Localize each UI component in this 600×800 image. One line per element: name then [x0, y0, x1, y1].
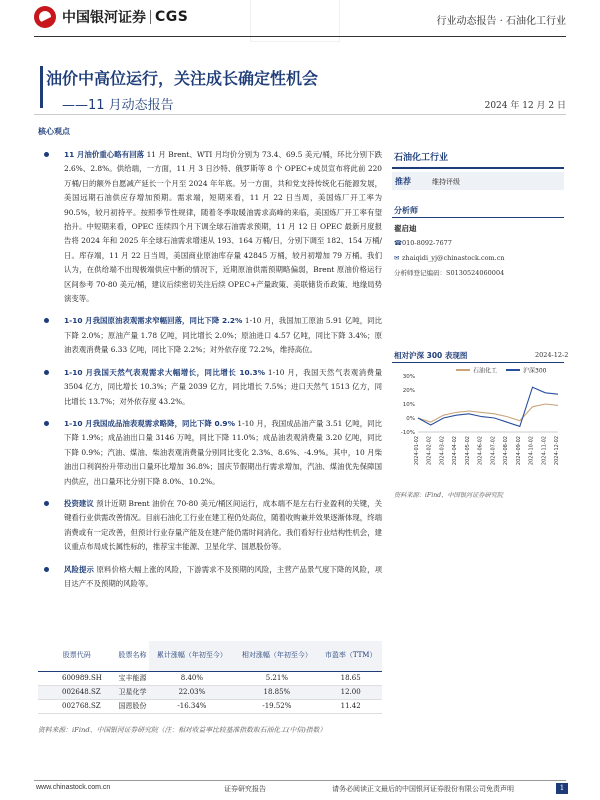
paragraph-natural-gas: [38, 366, 382, 409]
analyst-divider: [392, 217, 564, 218]
y-tick-label: -10%: [400, 430, 415, 436]
col-header-cum-return: 累计涨幅（年初至今）: [149, 641, 234, 671]
top-bar: [0, 0, 600, 40]
analyst-registration: 分析师登记编码：S0130524060004: [394, 269, 505, 277]
x-tick-label: 2024-12-02: [554, 436, 560, 466]
bullet-icon: [44, 567, 49, 572]
x-tick-label: 2024-01-02: [414, 436, 420, 466]
x-tick-label: 2024-08-02: [503, 436, 510, 466]
paragraph-text: 1-10 月，我国天然气表观消费量 3504 亿方，同比增长 10.3%；产量 2039 亿方，同比增长 7.5%；进口天然气 1513 亿方，同比增长 13.7%；对外依存度 43.2%。: [64, 367, 382, 406]
paragraph-text: 11 月 Brent、WTI 月均价分别为 73.4、69.5 美元/桶，环比分别下跌 2.6%、2.8%。供给端，一方面，11 月 3 日沙特、俄罗斯等 8 个 OPEC+成员宣布将此前 220 万桶/日的额外自愿减产延长一个月至 2024 年年底。另一方面，共和党支持传统化石能源发展，美国远期石油供应存增加预期。需求端，短期来看，11 月 22 日当周，美国炼厂开工率为 90.5%，较月初持平。按照季节性规律，随着冬季取暖油需求高峰的来临，美国炼厂开工率有望抬升。中短期来看，OPEC 连续四个月下调全球石油需求预期，11 月 12 日 OPEC 最新月度报告将 2024 年和 2025 年全球石油需求增速从 193、164 万桶/日，分别下调至 182、154 万桶/日。库存端，11 月 22 日当周，美国商业原油库存量 42845 万桶，较月初增加 79 万桶。我们认为，在供给端不出现极端供应中断的情况下，近期原油供需预期略偏弱，Brent 原油价格运行区间参考 70-80 美元/桶，建议后续密切关注后续 OPEC+产量政策、美联储货币政策、地缘局势演变等。: [64, 150, 383, 304]
brand-name-cn: 中国银河证券: [62, 10, 146, 26]
paragraph-lead: 风险提示: [64, 564, 95, 574]
chart-source-note: 资料来源：iFind、中国银河证券研究院: [394, 492, 504, 499]
paragraph-lead: 1-10 月我国成品油表观需求略降，同比下降 0.9%: [64, 418, 235, 428]
x-tick-label: 2024-03-02: [439, 436, 446, 466]
cell-code: 002768.SZ: [38, 699, 115, 713]
stock-table: [38, 641, 382, 714]
analyst-header: 分析师: [394, 206, 418, 215]
paragraph-investment-advice: [38, 497, 382, 555]
analyst-phone-text: 010-8092-7677: [402, 239, 452, 247]
legend-label: 沪深300: [523, 367, 547, 375]
paragraph-crude-demand: [38, 314, 382, 357]
col-header-rel-return: 相对涨幅（年初至今）: [234, 641, 319, 671]
col-header-name: 股票名称: [115, 641, 149, 671]
y-tick-label: 0%: [406, 416, 415, 422]
paragraph-oil-price: [38, 148, 382, 306]
x-tick-label: 2024-09-02: [515, 436, 522, 466]
cell-cum-return: 8.40%: [149, 671, 234, 685]
paragraph-refined-oil: [38, 417, 382, 489]
analyst-email-text: zhaiqidi_yj@chinastock.com.cn: [402, 254, 505, 262]
cell-code: 002648.SZ: [38, 685, 115, 699]
report-type: 行业动态报告 · 石油化工行业: [436, 16, 566, 27]
bullet-icon: [44, 152, 49, 157]
cell-cum-return: 22.03%: [149, 685, 234, 699]
brand-logo: [34, 6, 188, 28]
header-divider: [34, 36, 566, 37]
y-tick-label: 30%: [402, 374, 415, 380]
analyst-email[interactable]: [394, 254, 505, 262]
x-tick-label: 2024-05-02: [464, 436, 471, 466]
series-line-csi300: [418, 387, 558, 426]
paragraph-text: 1-10 月，我国加工原油 5.91 亿吨，同比下降 2.0%；原油产量 1.78 亿吨，同比增长 2.0%；原油进口 4.57 亿吨，同比下降 3.4%；原油表观消费量 6.33 亿吨，同比下降 2.2%；对外依存度 72.2%，维持高位。: [64, 316, 383, 355]
x-tick-label: 2024-02-02: [426, 436, 433, 466]
footer-doc-type: 证券研究报告: [224, 785, 266, 793]
chart-date: 2024-12-2: [535, 351, 569, 359]
main-content: [38, 148, 382, 591]
brand-logo-icon: [34, 6, 56, 28]
legend-label: 石油化工: [473, 367, 498, 375]
x-tick-label: 2024-07-02: [490, 436, 497, 466]
cell-pe: 12.00: [319, 685, 382, 699]
report-title: 油价中高位运行，关注成长确定性机会: [46, 69, 319, 88]
cell-name: 卫星化学: [115, 685, 149, 699]
cell-code: 600989.SH: [38, 671, 115, 685]
footer-disclaimer: 请务必阅读正文最后的中国银河证券股份有限公司免责声明: [332, 785, 514, 793]
cell-rel-return: 5.21%: [234, 671, 319, 685]
table-header-row: [38, 641, 382, 671]
x-tick-label: 2024-06-02: [477, 436, 484, 466]
footer-divider: [34, 780, 566, 781]
core-views-label: 核心观点: [38, 127, 70, 136]
table-row: [38, 671, 382, 685]
logo-divider: [150, 10, 151, 24]
paragraph-lead: 1-10 月我国原油表观需求窄幅回落，同比下降 2.2%: [64, 316, 243, 326]
table-source-note: 资料来源：iFind、中国银河证券研究院（注：相对收益率比较基准指数取石油化工(中信)指数）: [38, 726, 327, 734]
performance-chart: [392, 364, 564, 482]
cell-pe: 11.42: [319, 699, 382, 713]
rating-label: 推荐: [395, 177, 411, 186]
paragraph-text: 原料价格大幅上涨的风险，下游需求不及预期的风险，主营产品景气度下降的风险，项目达产不及预期的风险等。: [64, 564, 382, 588]
brand-name-en: CGS: [155, 9, 189, 25]
x-tick-label: 2024-11-02: [541, 436, 548, 466]
report-subtitle: ——11 月动态报告: [62, 98, 174, 113]
table-row: [38, 685, 382, 699]
cell-rel-return: -19.52%: [234, 699, 319, 713]
analyst-phone: [394, 239, 452, 247]
y-tick-label: 10%: [402, 402, 415, 408]
y-tick-label: 20%: [402, 388, 415, 394]
cell-name: 宝丰能源: [115, 671, 149, 685]
cell-name: 国恩股份: [115, 699, 149, 713]
paragraph-lead: 1-10 月我国天然气表观需求大幅增长，同比增长 10.3%: [64, 367, 265, 377]
series-line-petrochemical: [418, 404, 558, 422]
col-header-code: 股票代码: [38, 641, 115, 671]
title-divider: [34, 114, 566, 115]
paragraph-lead: 投资建议: [64, 498, 94, 508]
paragraph-risk: [38, 563, 382, 592]
rating-value: 维持评级: [432, 178, 460, 186]
table-row: [38, 699, 382, 713]
report-date: 2024 年 12 月 2 日: [484, 101, 566, 111]
col-header-pe: 市盈率（TTM）: [319, 641, 382, 671]
sidebar-industry: 石油化工行业: [394, 153, 449, 163]
analyst-name: 翟启迪: [394, 224, 417, 233]
cell-cum-return: -16.34%: [149, 699, 234, 713]
page-number: 1: [556, 783, 568, 794]
bullet-icon: [44, 318, 49, 323]
x-tick-label: 2024-10-02: [528, 436, 535, 466]
bullet-icon: [44, 421, 49, 426]
chart-divider: [392, 362, 564, 363]
rating-box: [392, 172, 564, 190]
footer-website[interactable]: www.chinastock.com.cn: [36, 784, 111, 791]
paragraph-lead: 11 月油价重心略有回落: [64, 150, 145, 159]
mail-icon: ✉: [394, 254, 400, 262]
title-accent-bar: [40, 66, 43, 108]
chart-title: 相对沪深 300 表现图: [394, 351, 468, 360]
cell-pe: 18.65: [319, 671, 382, 685]
paragraph-text: 预计近期 Brent 油价在 70-80 美元/桶区间运行，成本端不是左右行业盈利的关键，关键看行业供需改善情况。目前石油化工行业在建工程仍处高位，随着收购兼并效果逐渐体现，终端消费或有一定改善，但预计行业存量产能及在建产能仍需时间消化。我们看好行业结构性机会，建议重点布局成长属性标的，推荐宝丰能源、卫星化学、国恩股份等。: [64, 498, 382, 552]
bullet-icon: [44, 501, 49, 506]
sidebar-divider: [392, 167, 564, 169]
bullet-icon: [44, 370, 49, 375]
paragraph-text: 1-10 月，我国成品油产量 3.51 亿吨，同比下降 1.9%；成品油出口量 3146 万吨，同比下降 11.0%；成品油表观消费量 3.20 亿吨，同比下降 0.9%；汽油、煤油、柴油表观消费量分别同比变化 2.3%、8.6%、-4.9%。其中，10 月柴油出口利润扮升带动出口量环比增加 36.8%；国庆节假期出行需求增加，汽油、煤油优先保障国内供应，出口量环比分别下降 8.0%、10.2%。: [64, 418, 382, 486]
cell-rel-return: 18.85%: [234, 685, 319, 699]
x-tick-label: 2024-04-02: [452, 436, 459, 466]
phone-icon: ☎: [394, 239, 403, 247]
